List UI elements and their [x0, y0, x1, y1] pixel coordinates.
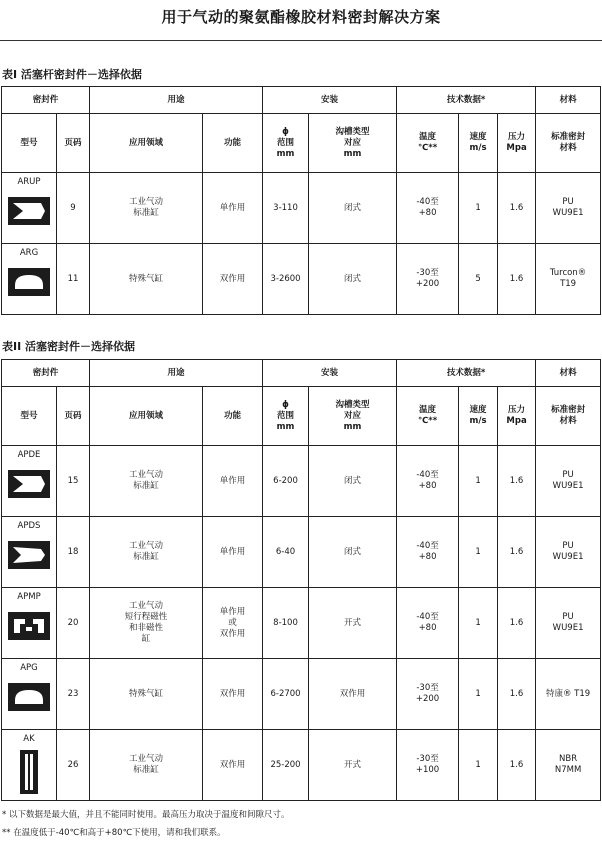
col-groove: 沟槽类型 对应 mm [309, 387, 397, 446]
title-divider [0, 40, 602, 41]
model-cell [2, 730, 57, 801]
speed-cell: 1 [459, 446, 498, 517]
speed-cell: 1 [459, 173, 498, 244]
material-cell: PU WU9E1 [536, 588, 601, 659]
model-code: APG [20, 663, 38, 673]
material-cell: Turcon® T19 [536, 244, 601, 315]
model-code: AK [23, 734, 35, 744]
function-cell: 单作用 [203, 173, 263, 244]
groove-cell: 双作用 [309, 659, 397, 730]
function-cell: 双作用 [203, 730, 263, 801]
model-cell [2, 517, 57, 588]
page-cell: 26 [57, 730, 90, 801]
header-material: 材料 [536, 360, 601, 387]
page-cell: 23 [57, 659, 90, 730]
function-cell: 单作用 [203, 517, 263, 588]
model-cell [2, 446, 57, 517]
col-application: 应用领域 [90, 114, 203, 173]
application-cell: 特殊气缸 [90, 659, 203, 730]
page-cell: 11 [57, 244, 90, 315]
table-row [2, 173, 601, 244]
function-cell: 双作用 [203, 244, 263, 315]
col-groove: 沟槽类型 对应 mm [309, 114, 397, 173]
v-lip-seal-icon [8, 197, 50, 225]
range-cell: 25-200 [263, 730, 309, 801]
col-range: ϕ 范围 mm [263, 114, 309, 173]
speed-cell: 1 [459, 517, 498, 588]
col-function: 功能 [203, 387, 263, 446]
groove-cell: 闭式 [309, 173, 397, 244]
col-pressure: 压力 Mpa [498, 387, 536, 446]
table1-caption: 表I 活塞杆密封件－选择依据 [2, 68, 142, 81]
temperature-cell: -40至 +80 [397, 588, 459, 659]
pressure-cell: 1.6 [498, 517, 536, 588]
range-cell: 6-200 [263, 446, 309, 517]
temperature-cell: -40至 +80 [397, 517, 459, 588]
pressure-cell: 1.6 [498, 588, 536, 659]
model-code: ARUP [17, 177, 41, 187]
col-page: 页码 [57, 114, 90, 173]
pressure-cell: 1.6 [498, 446, 536, 517]
temperature-cell: -40至 +80 [397, 173, 459, 244]
table-row [2, 588, 601, 659]
header-install: 安装 [263, 87, 397, 114]
page-cell: 15 [57, 446, 90, 517]
model-code: ARG [19, 248, 39, 258]
model-cell [2, 244, 57, 315]
material-cell: NBR N7MM [536, 730, 601, 801]
header-install: 安装 [263, 360, 397, 387]
model-cell [2, 173, 57, 244]
model-cell [2, 588, 57, 659]
footnote-max-values: * 以下数据是最大值，并且不能同时使用。最高压力取决于温度和间隙尺寸。 [2, 810, 290, 820]
col-model: 型号 [2, 114, 57, 173]
page-cell: 20 [57, 588, 90, 659]
header-seal: 密封件 [2, 360, 90, 387]
header-use: 用途 [90, 360, 263, 387]
pressure-cell: 1.6 [498, 173, 536, 244]
page-cell: 9 [57, 173, 90, 244]
col-speed: 速度 m/s [459, 114, 498, 173]
page-title: 用于气动的聚氨酯橡胶材料密封解决方案 [161, 8, 441, 26]
rod-seal-table [1, 86, 601, 315]
application-cell: 工业气动 标准缸 [90, 730, 203, 801]
table-row [2, 730, 601, 801]
v-lip-seal-icon [8, 470, 50, 498]
material-cell: PU WU9E1 [536, 173, 601, 244]
groove-cell: 开式 [309, 730, 397, 801]
header-tech: 技术数据* [397, 87, 536, 114]
col-application: 应用领域 [90, 387, 203, 446]
range-cell: 3-2600 [263, 244, 309, 315]
application-cell: 工业气动 标准缸 [90, 173, 203, 244]
table-row [2, 446, 601, 517]
temperature-cell: -30至 +100 [397, 730, 459, 801]
groove-cell: 开式 [309, 588, 397, 659]
header-tech: 技术数据* [397, 360, 536, 387]
temperature-cell: -30至 +200 [397, 659, 459, 730]
col-material: 标准密封 材料 [536, 387, 601, 446]
groove-cell: 闭式 [309, 517, 397, 588]
magnet-seal-icon [8, 612, 50, 640]
pressure-cell: 1.6 [498, 244, 536, 315]
pressure-cell: 1.6 [498, 730, 536, 801]
range-cell: 8-100 [263, 588, 309, 659]
application-cell: 特殊气缸 [90, 244, 203, 315]
header-material: 材料 [536, 87, 601, 114]
col-pressure: 压力 Mpa [498, 114, 536, 173]
dome-seal-icon [8, 268, 50, 296]
piston-seal-table [1, 359, 601, 801]
speed-cell: 1 [459, 588, 498, 659]
col-material: 标准密封 材料 [536, 114, 601, 173]
range-cell: 6-2700 [263, 659, 309, 730]
groove-cell: 闭式 [309, 446, 397, 517]
function-cell: 双作用 [203, 659, 263, 730]
col-temperature: 温度 ℃** [397, 387, 459, 446]
speed-cell: 5 [459, 244, 498, 315]
table2-caption: 表II 活塞密封件－选择依据 [2, 340, 136, 353]
material-cell: 特康® T19 [536, 659, 601, 730]
table-row [2, 517, 601, 588]
header-seal: 密封件 [2, 87, 90, 114]
col-function: 功能 [203, 114, 263, 173]
col-temperature: 温度 ℃** [397, 114, 459, 173]
double-lip-seal-icon [20, 750, 38, 794]
col-page: 页码 [57, 387, 90, 446]
speed-cell: 1 [459, 659, 498, 730]
v-lip-seal-icon [8, 541, 50, 569]
application-cell: 工业气动 标准缸 [90, 446, 203, 517]
model-cell [2, 659, 57, 730]
pressure-cell: 1.6 [498, 659, 536, 730]
groove-cell: 闭式 [309, 244, 397, 315]
col-speed: 速度 m/s [459, 387, 498, 446]
material-cell: PU WU9E1 [536, 517, 601, 588]
dome-seal-icon [8, 683, 50, 711]
col-model: 型号 [2, 387, 57, 446]
table-row [2, 244, 601, 315]
temperature-cell: -30至 +200 [397, 244, 459, 315]
model-code: APMP [17, 592, 41, 602]
application-cell: 工业气动 标准缸 [90, 517, 203, 588]
material-cell: PU WU9E1 [536, 446, 601, 517]
col-range: ϕ 范围 mm [263, 387, 309, 446]
range-cell: 6-40 [263, 517, 309, 588]
function-cell: 单作用 或 双作用 [203, 588, 263, 659]
table-row [2, 659, 601, 730]
header-use: 用途 [90, 87, 263, 114]
page-cell: 18 [57, 517, 90, 588]
function-cell: 单作用 [203, 446, 263, 517]
model-code: APDE [17, 450, 41, 460]
range-cell: 3-110 [263, 173, 309, 244]
speed-cell: 1 [459, 730, 498, 801]
temperature-cell: -40至 +80 [397, 446, 459, 517]
application-cell: 工业气动 短行程磁性 和非磁性 缸 [90, 588, 203, 659]
footnote-temperature: ** 在温度低于-40℃和高于+80℃下使用，请和我们联系。 [2, 828, 226, 838]
model-code: APDS [17, 521, 41, 531]
